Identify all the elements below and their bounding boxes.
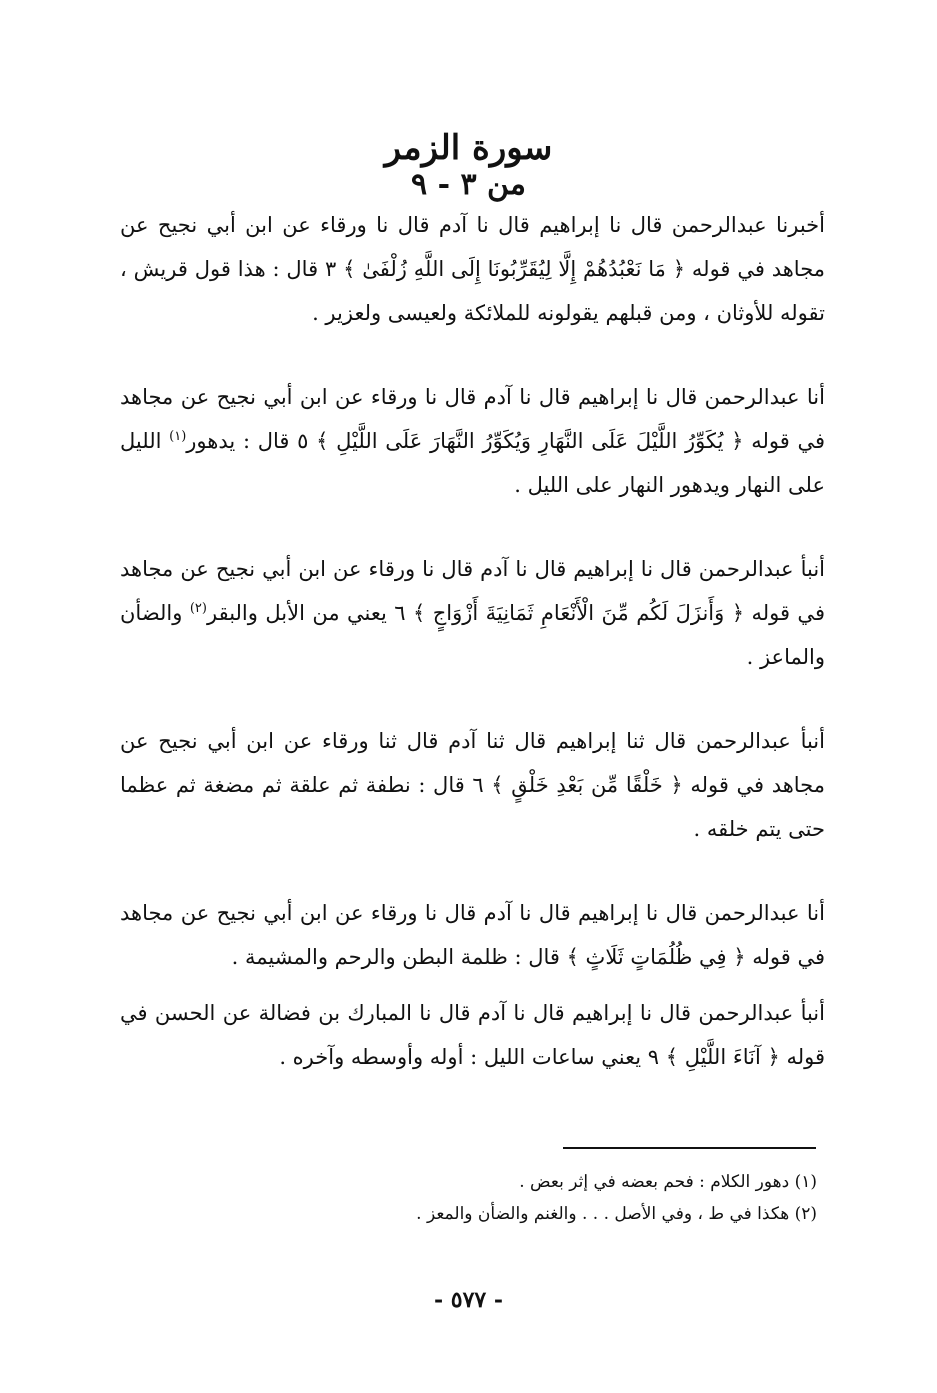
paragraph-3-tail-start: والبقر — [206, 601, 258, 625]
paragraph-1: أخبرنا عبدالرحمن قال نا إبراهيم قال نا آدم قال نا ورقاء عن ابن أبي نجيح عن مجاهد في قوله ﴿ مَا نَعْبُدُهُمْ إِلَّا لِيُقَرِّبُونَا إِلَى اللَّهِ زُلْفَىٰ ﴾ ٣ قال : هذا قول قريش ، تقوله للأوثان ، ومن قبلهم يقولونه للملائكة ولعيسى ولعزير . — [120, 213, 826, 325]
paragraph-2-tail-end: الليل على النهار ويدهور النهار على الليل . — [120, 429, 825, 497]
footnote-marker-1[interactable]: (١) — [169, 429, 187, 444]
surah-title: سورة الزمر — [384, 128, 553, 168]
paragraph-3-tail-end: والضأن والماعز . — [120, 601, 825, 669]
verse-range: من ٣ - ٩ — [411, 167, 526, 202]
footnote-2: (٢) هكذا في ط ، وفي الأصل . . . والغنم والضأن والمعز . — [416, 1204, 817, 1224]
paragraph-3-text: أنبأ عبدالرحمن قال نا إبراهيم قال نا آدم قال نا ورقاء عن ابن أبي نجيح عن مجاهد في قوله ﴿ وَأَنزَلَ لَكُم مِّنَ الْأَنْعَامِ ثَمَانِيَةَ أَزْوَاجٍ ﴾ ٦ يعني من الأبل — [120, 557, 825, 625]
footnote-1: (١) دهور الكلام : فحم بعضه في إثر بعض . — [519, 1172, 817, 1192]
paragraph-2 — [120, 375, 825, 507]
paragraph-2-tail-start: يدهور — [186, 429, 236, 453]
paragraph-6: أنبأ عبدالرحمن قال نا إبراهيم قال نا آدم قال نا المبارك بن فضالة عن الحسن في قوله ﴿ آنَاءَ اللَّيْلِ ﴾ ٩ يعني ساعات الليل : أوله وأوسطه وآخره . — [120, 1001, 825, 1069]
paragraph-5: أنا عبدالرحمن قال نا إبراهيم قال نا آدم قال نا ورقاء عن ابن أبي نجيح عن مجاهد في قوله ﴿ فِي ظُلُمَاتٍ ثَلَاثٍ ﴾ قال : ظلمة البطن والرحم والمشيمة . — [120, 901, 825, 969]
paragraph-3 — [120, 547, 825, 679]
heading-block — [0, 128, 937, 202]
paragraph-2-text: أنا عبدالرحمن قال نا إبراهيم قال نا آدم قال نا ورقاء عن ابن أبي نجيح عن مجاهد في قوله ﴿ يُكَوِّرُ اللَّيْلَ عَلَى النَّهَارِ وَيُكَوِّرُ النَّهَارَ عَلَى اللَّيْلِ ﴾ ٥ قال : — [120, 385, 825, 453]
page-number: - ٥٧٧ - — [433, 1287, 504, 1313]
footnotes — [320, 1166, 817, 1230]
footnote-divider — [563, 1147, 816, 1149]
footnote-marker-2[interactable]: (٢) — [189, 601, 207, 616]
paragraph-4: أنبأ عبدالرحمن قال ثنا إبراهيم قال ثنا آدم قال ثنا ورقاء عن ابن أبي نجيح عن مجاهد في قوله ﴿ خَلْقًا مِّن بَعْدِ خَلْقٍ ﴾ ٦ قال : نطفة ثم علقة ثم مضغة ثم عظما حتى يتم خلقه . — [120, 729, 825, 841]
body-text — [120, 203, 825, 1079]
